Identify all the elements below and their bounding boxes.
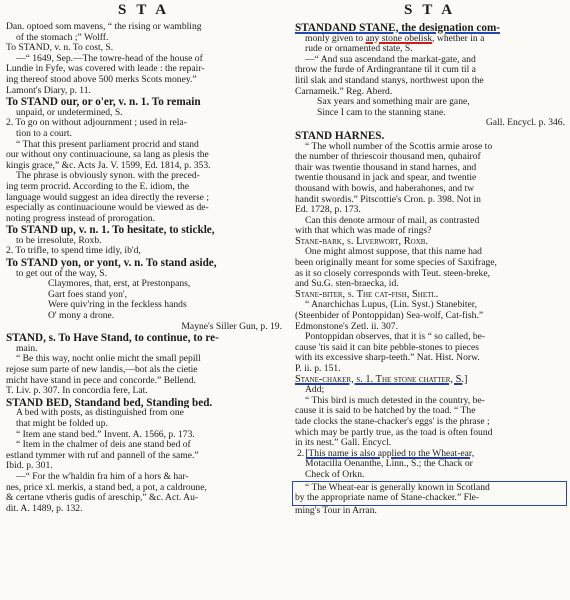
right-column <box>295 22 565 516</box>
text-line: our without ony continuacioune, sa lang as plesis the <box>6 150 209 161</box>
text-line: O' mony a drone. <box>48 311 115 322</box>
text-line: “ This bird is much detested in the country, be- <box>305 395 485 406</box>
text-line: Stane-bark, s. Liverwort, Roxb. <box>295 236 429 247</box>
text-line: Ed. 1728, p. 173. <box>295 205 361 216</box>
text-line: in its nest.” Gall. Encycl. <box>295 438 392 449</box>
text-line: dit. A. 1489, p. 132. <box>6 503 83 514</box>
text-line: with that which was made of rings? <box>295 226 432 237</box>
text-line: —“ 1649, Sep.—The towre-head of the house of <box>16 53 203 64</box>
text-line: rude or ornamented state, S. <box>305 44 413 55</box>
text-line: “ Item in the chalmer of deis ane stand bed of <box>16 440 191 451</box>
text-line: that might be folded up. <box>16 418 108 429</box>
text-line: Since I cam to the stanning stane. <box>317 107 446 118</box>
text-line: Stane-chaker, s. 1. The stone chatter, S.] <box>295 374 468 385</box>
text-line: “ Anarchichas Lupus, (Lin. Syst.) Stanebiter, <box>305 300 477 311</box>
text-line: been originally meant for some species of Saxifrage, <box>295 258 497 269</box>
text-line: monly given to any stone obelisk, whether in a <box>305 33 485 44</box>
text-line: Sax years and something mair are gane, <box>317 97 470 108</box>
text-line: “ The wholl number of the Scottis armie arose to <box>305 141 493 152</box>
text-line: Lamont's Diary, p. 11. <box>6 85 91 96</box>
text-line: nes, price xl. merkis, a stand bed, a pot, a caldroune, <box>6 482 207 493</box>
text-line: To STAND up, v. n. 1. To hesitate, to stickle, <box>6 225 215 236</box>
text-line: (Steenbider of Pontoppidan) Sea-wolf, Cat-fish.” <box>295 311 484 322</box>
running-head-left: STA <box>118 2 177 18</box>
text-line: as it so closely corresponds with Teut. steen-breke, <box>295 268 490 279</box>
text-line: noting progress instead of prorogation. <box>6 213 155 224</box>
text-line: kingis grace,” &c. Acts Ja. V. 1599, Ed. 1814, p. 353. <box>6 160 211 171</box>
text-line: rejose sum parte of new landis,—bot als the cietie <box>6 365 198 375</box>
text-line: Check of Orkn. <box>305 469 365 480</box>
text-line: Dan. optoed som mavens, “ the rising or wambling <box>6 22 202 32</box>
text-line: twentie thousand in jack and spear, and twentie <box>295 173 477 184</box>
text-line: “ The Wheat-ear is generally known in Scotland <box>305 482 490 493</box>
text-line: Were quiv'ring in the feckless hands <box>48 300 187 311</box>
text-line: STANDAND STANE, the designation com- <box>295 23 501 34</box>
boxed-sense-number: 2. <box>297 448 305 459</box>
text-line: Ibid. p. 301. <box>6 461 53 472</box>
text-line: of the stomach ;” Wolff. <box>16 32 109 43</box>
text-line: handit swordis.” Pitscottie's Cron. p. 398. Not in <box>295 194 481 205</box>
text-line: —“ For the w'haldin fra him of a hors & har- <box>16 471 189 482</box>
text-line: thair was twentie thousand in stand harnes, and <box>295 162 477 173</box>
text-line: 2. To go on without adjournment ; used in rela- <box>6 118 187 129</box>
text-line: to get out of the way, S. <box>16 268 108 279</box>
text-line: —“ And sua ascendand the markat-gate, and <box>305 54 476 65</box>
text-line: T. Liv. p. 307. In concordia fere, Lat. <box>6 386 148 397</box>
text-line: To STAND our, or o'er, v. n. 1. To remain <box>6 97 201 108</box>
text-line: Claymores, that, erst, at Prestonpans, <box>48 279 191 290</box>
text-line: & certane vtheris gudis of areschip,” &c. Act. Au- <box>6 493 199 504</box>
text-line: STAND, s. To Have Stand, to continue, to re- <box>6 333 219 344</box>
text-line: especially as continuacioune would be viewed as de- <box>6 203 209 214</box>
text-line: micht have stand in pece and concorde.” Bellend. <box>6 375 196 386</box>
text-line: To STAND, v. n. To cost, S. <box>6 43 114 54</box>
text-line: Carnameik.” Reg. Aberd. <box>295 86 393 97</box>
text-line: The phrase is obviously synon. with the preced- <box>16 171 200 182</box>
text-line: cause 'tis said it can bite pebble-stones to pieces <box>295 342 479 353</box>
text-line: with its excessive sharp-teeth.” Nat. Hist. Norw. <box>295 353 480 364</box>
text-line: “ That this present parliament procrid and stand <box>16 139 199 150</box>
text-line: which may be partly true, as the toad is often found <box>295 427 493 438</box>
text-line: by the appropriate name of Stane-chacker.” Fle- <box>295 493 480 504</box>
text-line: ming's Tour in Arran. <box>295 505 377 516</box>
running-head-right: STA <box>404 2 463 18</box>
text-line: P. ii. p. 151. <box>295 364 341 374</box>
text-line: Add; <box>305 385 325 396</box>
text-line: “ Item ane stand bed.” Invent. A. 1566, p. 173. <box>16 429 195 440</box>
text-line: STAND BED, Standand bed, Standing bed. <box>6 397 213 409</box>
text-line: “ Be this way, nocht onlie micht the small pepill <box>16 354 201 365</box>
text-line: Gart foes stand yon', <box>48 289 127 300</box>
text-line: to be irresolute, Roxb. <box>16 235 102 246</box>
text-line: Edmonstone's Zetl. ii. 307. <box>295 321 398 332</box>
text-line: Can this denote armour of mail, as contrasted <box>305 215 480 226</box>
text-line: 2. To trifle, to spend time idly, ib'd, <box>6 246 141 257</box>
boxed-quotation <box>292 481 567 506</box>
text-line: Stane-biter, s. The cat-fish, Shetl. <box>295 289 439 300</box>
red-underline-mark: any stone obelisk <box>365 33 433 44</box>
text-line: Mayne's Siller Gun, p. 19. <box>181 321 282 332</box>
text-line: 2. This name is also applied to the Wheat-ear, <box>297 448 475 459</box>
text-line: Pontoppidan observes, that it is “ so called, be- <box>305 332 486 343</box>
text-line: tade clocks the stane-chacker's eggs' is the phrase ; <box>295 416 490 427</box>
text-line: tion to a court. <box>16 128 72 139</box>
text-line: Motacilla Oenanthe, Linn., S.; the Chack or <box>305 459 473 470</box>
text-line: unpaid, or undetermined, S. <box>16 107 123 118</box>
text-line: main. <box>16 343 38 354</box>
text-line: throw the furde of Ardingrantane til it cum til a <box>295 65 476 76</box>
text-line: ing term procrid. According to the E. idiom, the <box>6 181 190 192</box>
text-line: ing thereof stood above 500 merks Scots money.” <box>6 74 197 85</box>
text-line: the number of thriescoir thousand men, quhairof <box>295 152 481 163</box>
text-line: STAND HARNES. <box>295 130 385 142</box>
text-line: To STAND yon, or yont, v. n. To stand aside, <box>6 258 217 269</box>
text-line: thousand with bowis, and haberahones, and tw <box>295 183 475 194</box>
text-line: and Su.G. sten-braecka, id. <box>295 279 399 290</box>
text-line: litil slak and standand stanys, northwest upon the <box>295 75 484 86</box>
text-line: One might almost suppose, that this name had <box>305 247 482 258</box>
left-column <box>6 22 282 514</box>
text-line: A bed with posts, as distinguished from one <box>16 408 184 419</box>
text-line: Gall. Encycl. p. 346. <box>485 118 565 129</box>
text-line: Lundie in Fyfe, was covered with leade : the repair- <box>6 64 205 75</box>
text-line: language would suggest an idea directly the reverse ; <box>6 192 209 203</box>
text-line: cause it is said to be hatched by the toad. “ The <box>295 406 476 417</box>
text-line: estland tymmer with ruf and pannell of the same.” <box>6 450 199 461</box>
